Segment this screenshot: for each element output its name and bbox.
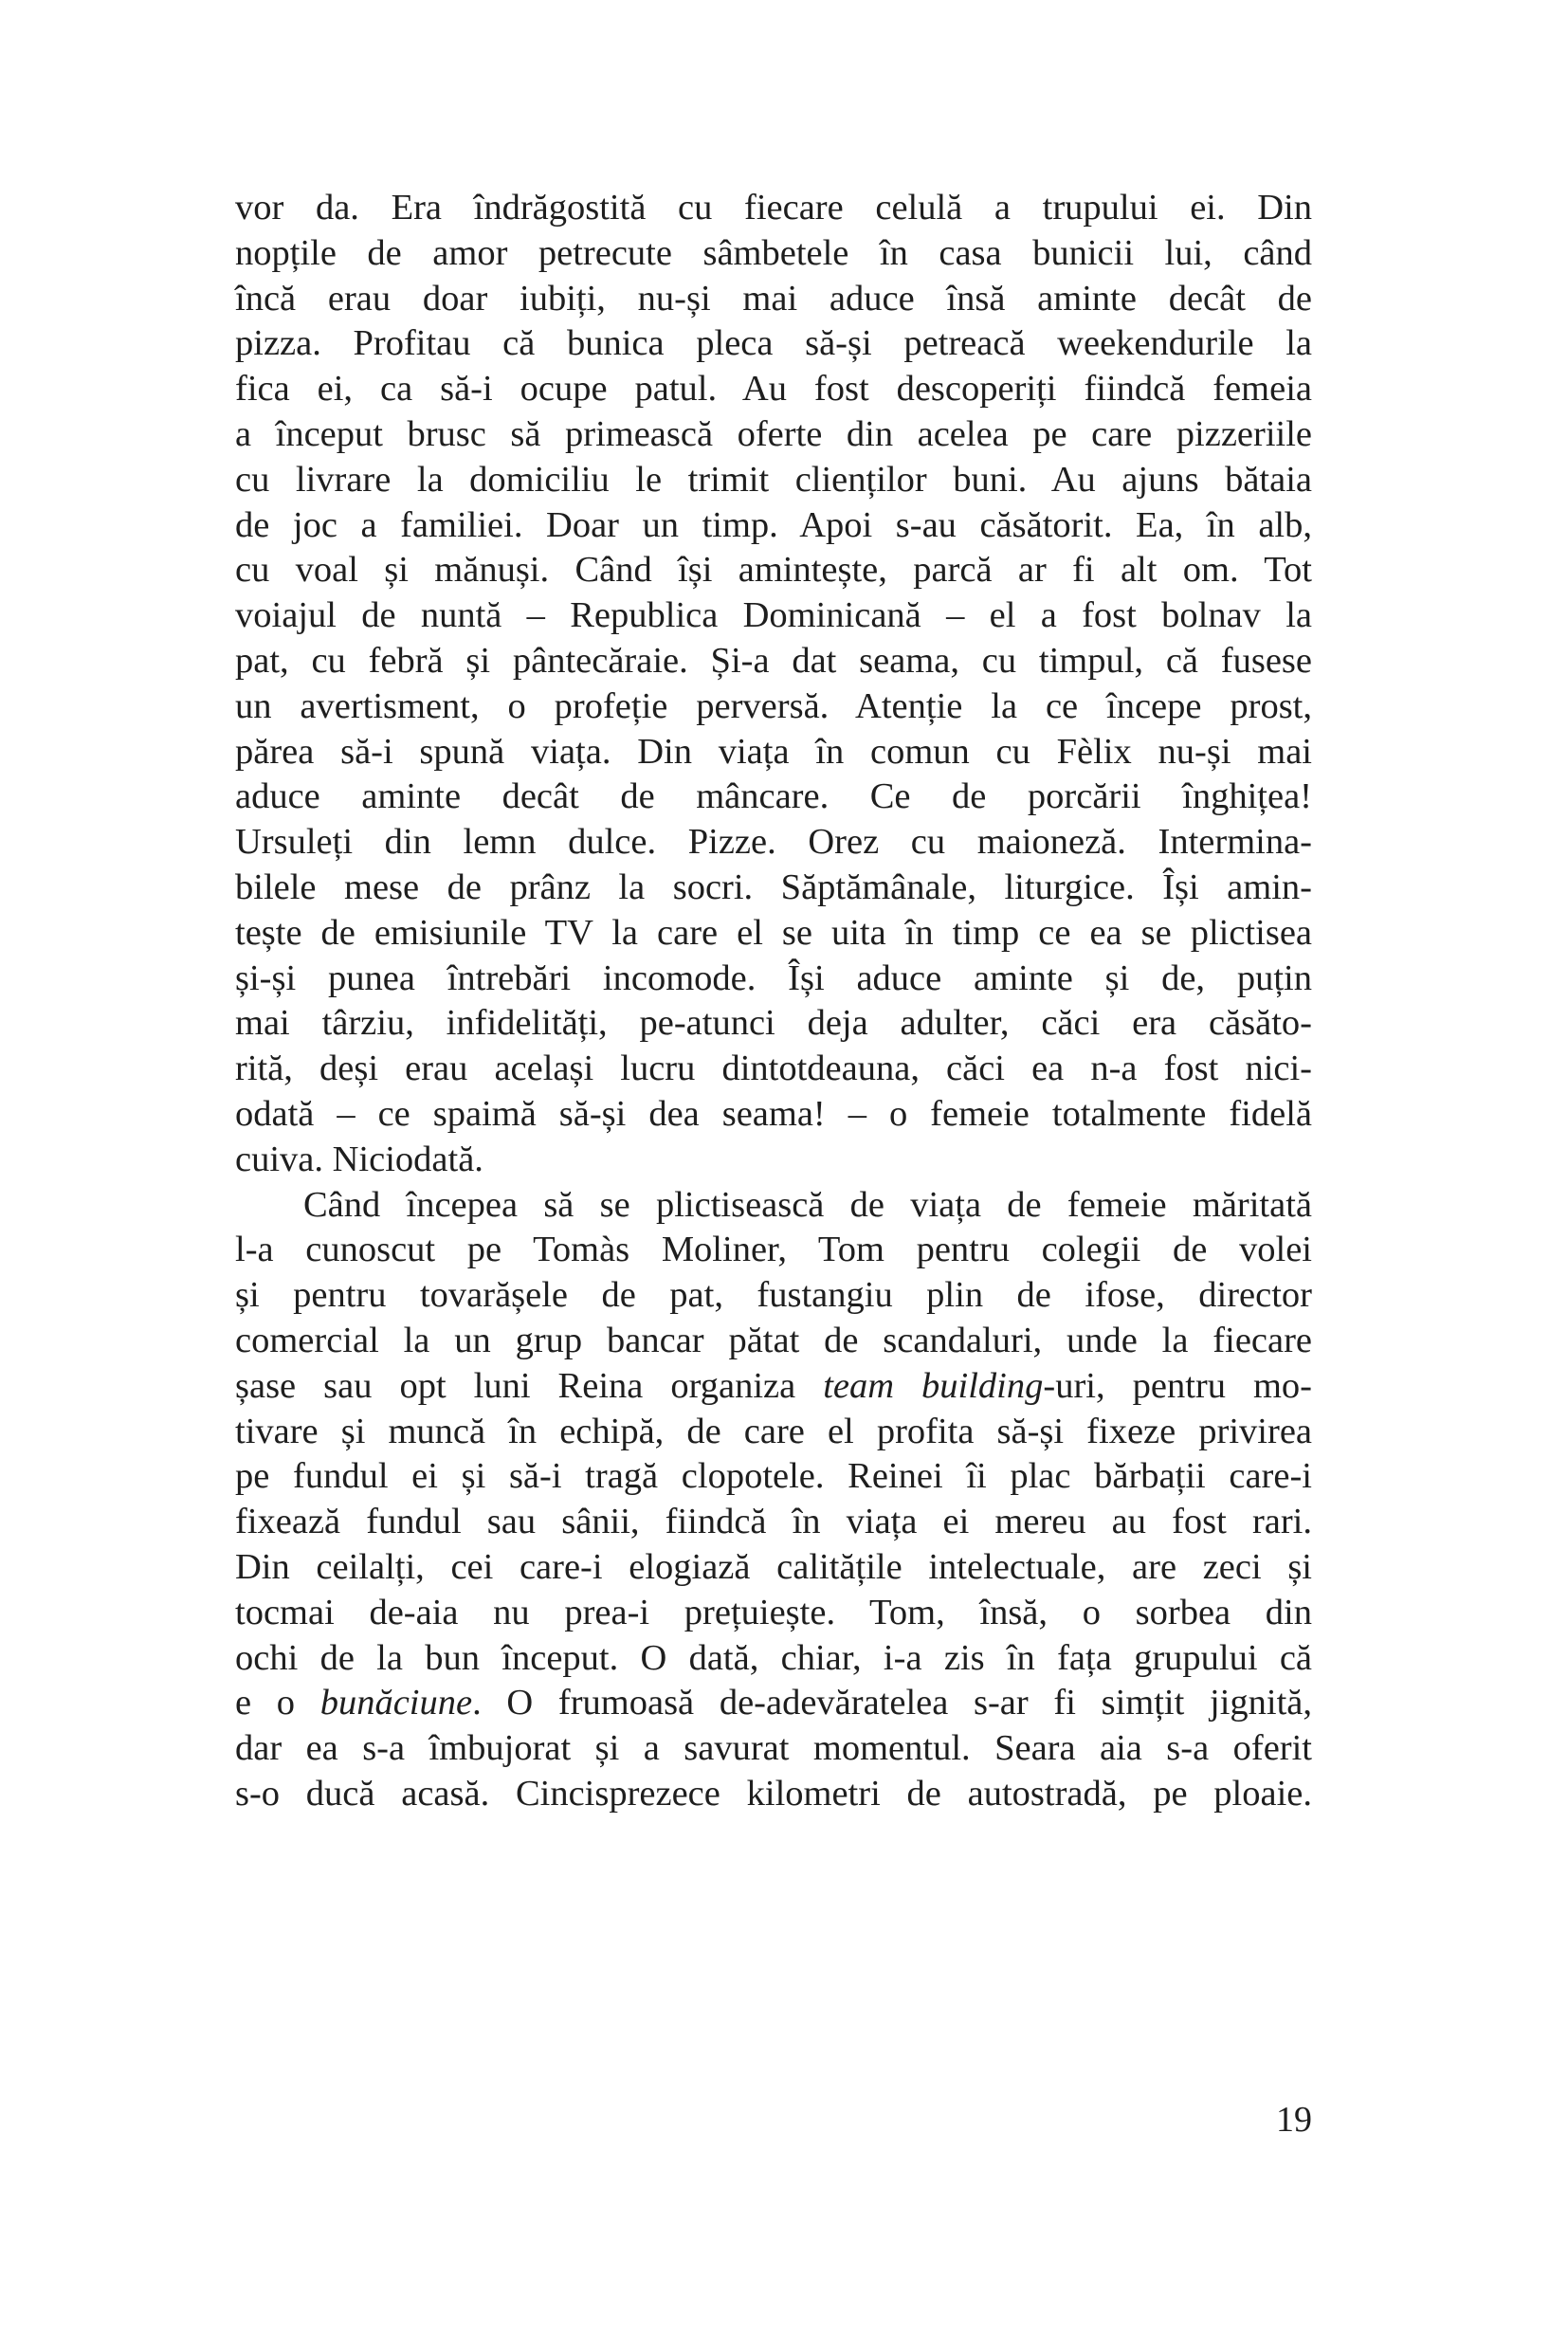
text-line: rită, deși erau același lucru dintotdeauna, căci ea n-a fost nici- bbox=[235, 1048, 1312, 1089]
text-line: tivare și muncă în echipă, de care el profita să-și fixeze privirea bbox=[235, 1411, 1312, 1451]
text-line: aduce aminte decât de mâncare. Ce de porcării înghițea! bbox=[235, 776, 1312, 817]
text-line: voiajul de nuntă – Republica Dominicană – el a fost bolnav la bbox=[235, 595, 1312, 636]
text-line: bilele mese de prânz la socri. Săptămânale, liturgice. Își amin- bbox=[235, 866, 1312, 907]
text-line: încă erau doar iubiți, nu-și mai aduce însă aminte decât de bbox=[235, 278, 1312, 319]
text-line: pizza. Profitau că bunica pleca să-și petreacă weekendurile la bbox=[235, 323, 1312, 364]
paragraph-1 bbox=[235, 186, 1312, 1183]
text-line: pat, cu febră și pântecăraie. Și-a dat seama, cu timpul, că fusese bbox=[235, 640, 1312, 681]
text-line: comercial la un grup bancar pătat de scandaluri, unde la fiecare bbox=[235, 1320, 1312, 1360]
text-line: vor da. Era îndrăgostită cu fiecare celulă a trupului ei. Din bbox=[235, 188, 1312, 228]
text-line: ochi de la bun început. O dată, chiar, i-a zis în fața grupului că bbox=[235, 1637, 1312, 1678]
text-line: nopțile de amor petrecute sâmbetele în casa bunicii lui, când bbox=[235, 232, 1312, 273]
page-number: 19 bbox=[1276, 2100, 1312, 2140]
text-line: Când începea să se plictisească de viața de femeie măritată bbox=[303, 1184, 1312, 1225]
text-line bbox=[235, 1364, 1312, 1410]
text-line: Ursuleți din lemn dulce. Pizze. Orez cu maioneză. Intermina- bbox=[235, 822, 1312, 863]
text-line: tește de emisiunile TV la care el se uita în timp ce ea se plictisea bbox=[235, 912, 1312, 953]
text-line: dar ea s-a îmbujorat și a savurat momentul. Seara aia s-a oferit bbox=[235, 1728, 1312, 1769]
text-line: fica ei, ca să-i ocupe patul. Au fost descoperiți fiindcă femeia bbox=[235, 369, 1312, 410]
text-line: cuiva. Niciodată. bbox=[235, 1139, 483, 1179]
text-line: Din ceilalți, cei care-i elogiază calitățile intelectuale, are zeci și bbox=[235, 1546, 1312, 1587]
text-line: pe fundul ei și să-i tragă clopotele. Reinei îi plac bărbații care-i bbox=[235, 1456, 1312, 1497]
mixed-line: șase sau opt luni Reina organiza team building-uri, pentru mo- bbox=[235, 1365, 1312, 1406]
text-line: fixează fundul sau sânii, fiindcă în viața ei mereu au fost rari. bbox=[235, 1502, 1312, 1542]
text-line bbox=[235, 1681, 1312, 1726]
italic-term: team building bbox=[823, 1365, 1044, 1406]
book-page-text bbox=[235, 186, 1312, 1817]
text-line: cu voal și mănuși. Când își amintește, parcă ar fi alt om. Tot bbox=[235, 550, 1312, 591]
paragraph-2 bbox=[235, 1183, 1312, 1817]
text-line: și-și punea întrebări incomode. Își aduce aminte și de, puțin bbox=[235, 957, 1312, 998]
text-line: tocmai de-aia nu prea-i prețuiește. Tom, însă, o sorbea din bbox=[235, 1592, 1312, 1632]
text-line: părea să-i spună viața. Din viața în comun cu Fèlix nu-și mai bbox=[235, 731, 1312, 772]
mixed-line: e o bunăciune. O frumoasă de-adevăratelea s-ar fi simțit jignită, bbox=[235, 1683, 1312, 1723]
text-line: un avertisment, o profeție perversă. Atenție la ce începe prost, bbox=[235, 685, 1312, 726]
text-line: de joc a familiei. Doar un timp. Apoi s-au căsătorit. Ea, în alb, bbox=[235, 504, 1312, 545]
text-line: l-a cunoscut pe Tomàs Moliner, Tom pentru colegii de volei bbox=[235, 1230, 1312, 1270]
text-line: a început brusc să primească oferte din acelea pe care pizzeriile bbox=[235, 413, 1312, 454]
text-line: s-o ducă acasă. Cincisprezece kilometri de autostradă, pe ploaie. bbox=[235, 1773, 1312, 1814]
text-line: mai târziu, infidelități, pe-atunci deja adulter, căci era căsăto- bbox=[235, 1003, 1312, 1044]
italic-term: bunăciune bbox=[319, 1683, 473, 1723]
text-line: și pentru tovarășele de pat, fustangiu plin de ifose, director bbox=[235, 1275, 1312, 1316]
text-line: odată – ce spaimă să-și dea seama! – o femeie totalmente fidelă bbox=[235, 1093, 1312, 1134]
text-line: cu livrare la domiciliu le trimit clienților buni. Au ajuns bătaia bbox=[235, 459, 1312, 500]
